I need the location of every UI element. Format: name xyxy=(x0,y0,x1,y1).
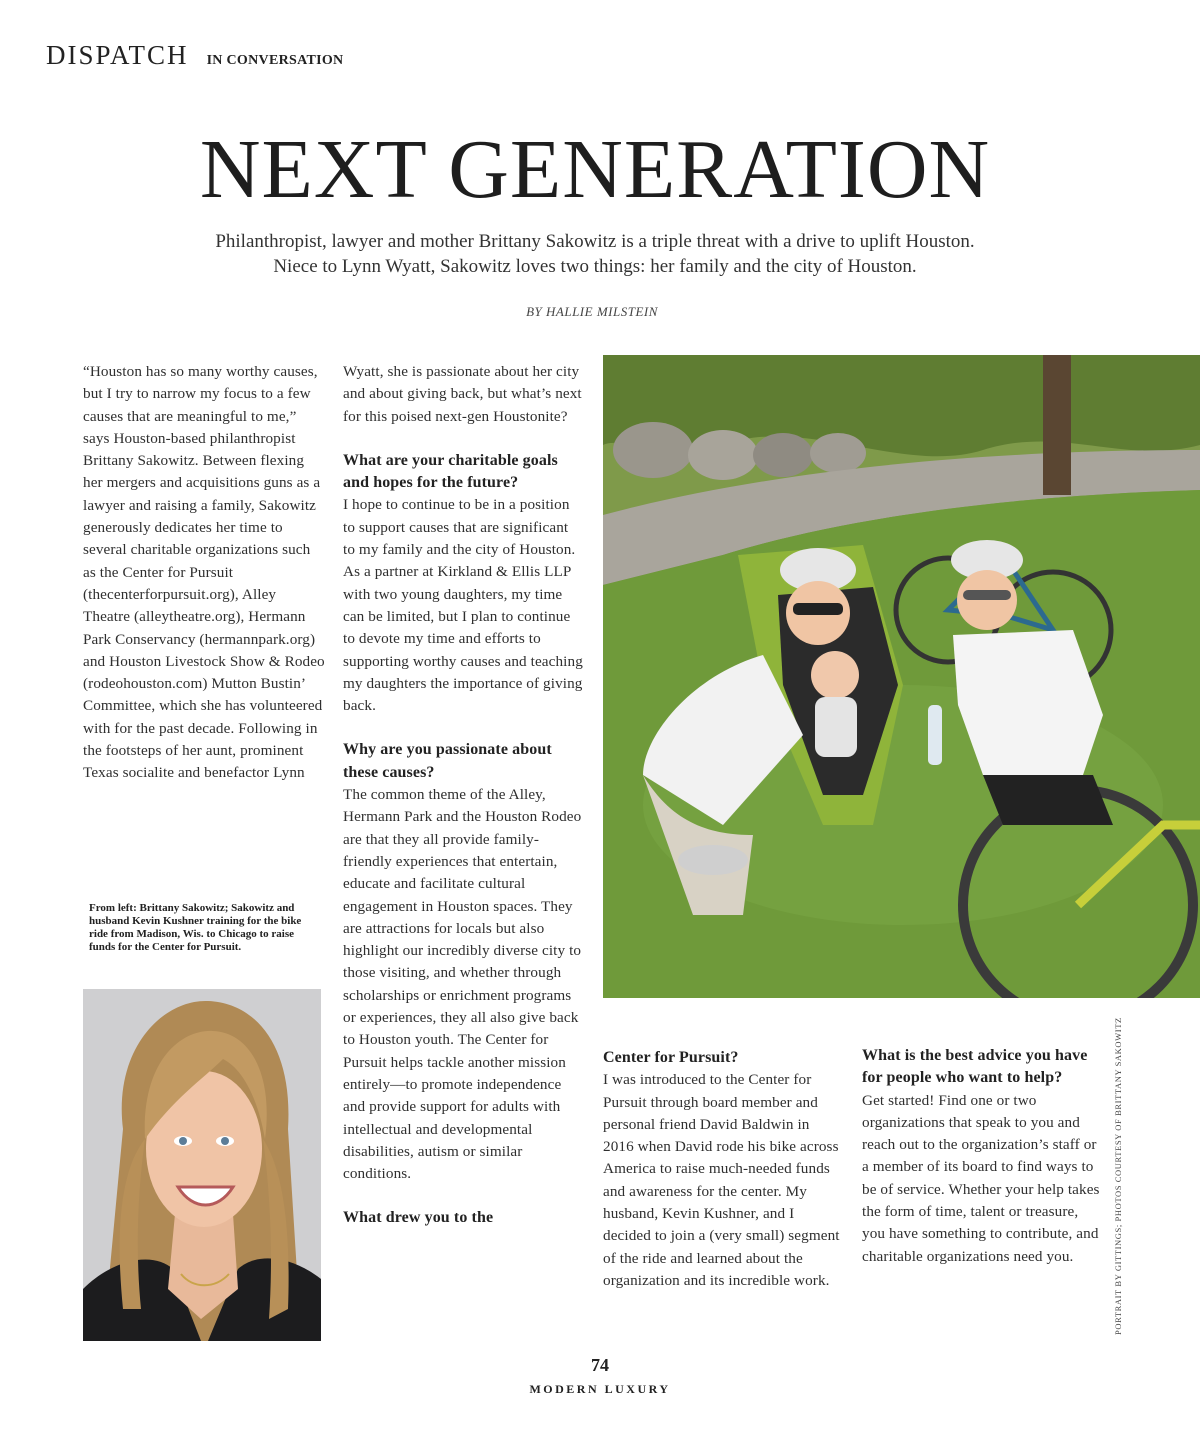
column-4 xyxy=(862,1045,1102,1268)
answer-paragraph: I was introduced to the Center for Pursuit through board member and personal friend David Baldwin in 2016 when David rode his bike across America to raise much-needed funds and awareness for the center. My husband, Kevin Kushner, and I decided to join a (very small) segment of the ride and learned about the organization and its incredible work. xyxy=(603,1071,840,1289)
publication-name: MODERN LUXURY xyxy=(529,1382,671,1396)
dek-line: Niece to Lynn Wyatt, Sakowitz loves two things: her family and the city of Houston. xyxy=(273,256,917,277)
section-name: DISPATCH xyxy=(46,40,189,70)
photo-credit: PORTRAIT BY GITTINGS; PHOTOS COURTESY OF BRITTANY SAKOWITZ xyxy=(1113,1017,1123,1335)
answer-paragraph: Get started! Find one or two organizations that speak to you and reach out to the organization’s staff or a member of its board to find ways to be of service. Whether your help takes the form of time, talent or treasure, you have something to contribute, and charitable organizations need you. xyxy=(862,1091,1100,1265)
article-headline: NEXT GENERATION xyxy=(199,123,991,216)
byline: BY HALLIE MILSTEIN xyxy=(526,304,658,319)
question-heading: What are your charitable goals and hopes for the future? xyxy=(343,451,558,492)
article-dek xyxy=(60,229,1130,279)
answer-paragraph: I hope to continue to be in a position to support causes that are significant to my family and the city of Houston. As a partner at Kirkland & Ellis LLP with two young daughters, my time can be limited, but I plan to continue to devote my time and efforts to supporting worthy causes and teaching my daughters the importance of giving back. xyxy=(343,496,583,715)
intro-paragraph: “Houston has so many worthy causes, but I try to narrow my focus to a few causes that are meaningful to me,” says Houston-based philanthropist Brittany Sakowitz. Between flexing her mergers and acquisitions guns as a lawyer and raising a family, Sakowitz generously dedicates her time to several charitable organizations such as the Center for Pursuit (thecenterforpursuit.org), Alley Theatre (alleytheatre.org), Hermann Park Conservancy (hermannpark.org) and Houston Livestock Show & Rodeo (rodeohouston.com) Mutton Bustin’ Committee, which she has volunteered with for the past decade. Following in the footsteps of her aunt, prominent Texas socialite and benefactor Lynn xyxy=(83,363,325,782)
question-heading: Center for Pursuit? xyxy=(603,1049,739,1066)
question-heading: What drew you to the xyxy=(343,1209,494,1227)
portrait-illustration xyxy=(83,989,321,1341)
intro-continued: Wyatt, she is passionate about her city and about giving back, but what’s next for this poised next-gen Houstonite? xyxy=(343,363,582,425)
question-heading: Why are you passionate about these causes? xyxy=(343,741,552,781)
question-heading: What is the best advice you have for people who want to help? xyxy=(862,1047,1088,1087)
column-2 xyxy=(343,361,583,1230)
column-3 xyxy=(603,1047,843,1292)
answer-paragraph: The common theme of the Alley, Hermann Park and the Houston Rodeo are that they all provide family-friendly experiences that entertain, educate and facilitate cultural engagement in Houston spaces. They are attractions for locals but also highlight our incredibly diverse city to those visiting, and whether through scholarships or enrichment programs or experiences, they all also give back to Houston youth. The Center for Pursuit helps tackle another mission entirely—to promote independence and provide support for adults with intellectual and developmental disabilities, autism or similar conditions. xyxy=(343,786,582,1183)
column-1 xyxy=(83,361,325,785)
section-header xyxy=(46,40,343,71)
section-subtitle: IN CONVERSATION xyxy=(206,53,344,68)
family-illustration xyxy=(603,355,1200,998)
portrait-photo xyxy=(83,989,321,1341)
page-number: 74 xyxy=(591,1355,609,1375)
family-bike-photo xyxy=(603,355,1200,998)
photo-caption: From left: Brittany Sakowitz; Sakowitz and husband Kevin Kushner training for the bike ride from Madison, Wis. to Chicago to raise funds for the Center for Pursuit. xyxy=(89,902,302,953)
dek-line: Philanthropist, lawyer and mother Brittany Sakowitz is a triple threat with a drive to uplift Houston. xyxy=(215,231,975,252)
